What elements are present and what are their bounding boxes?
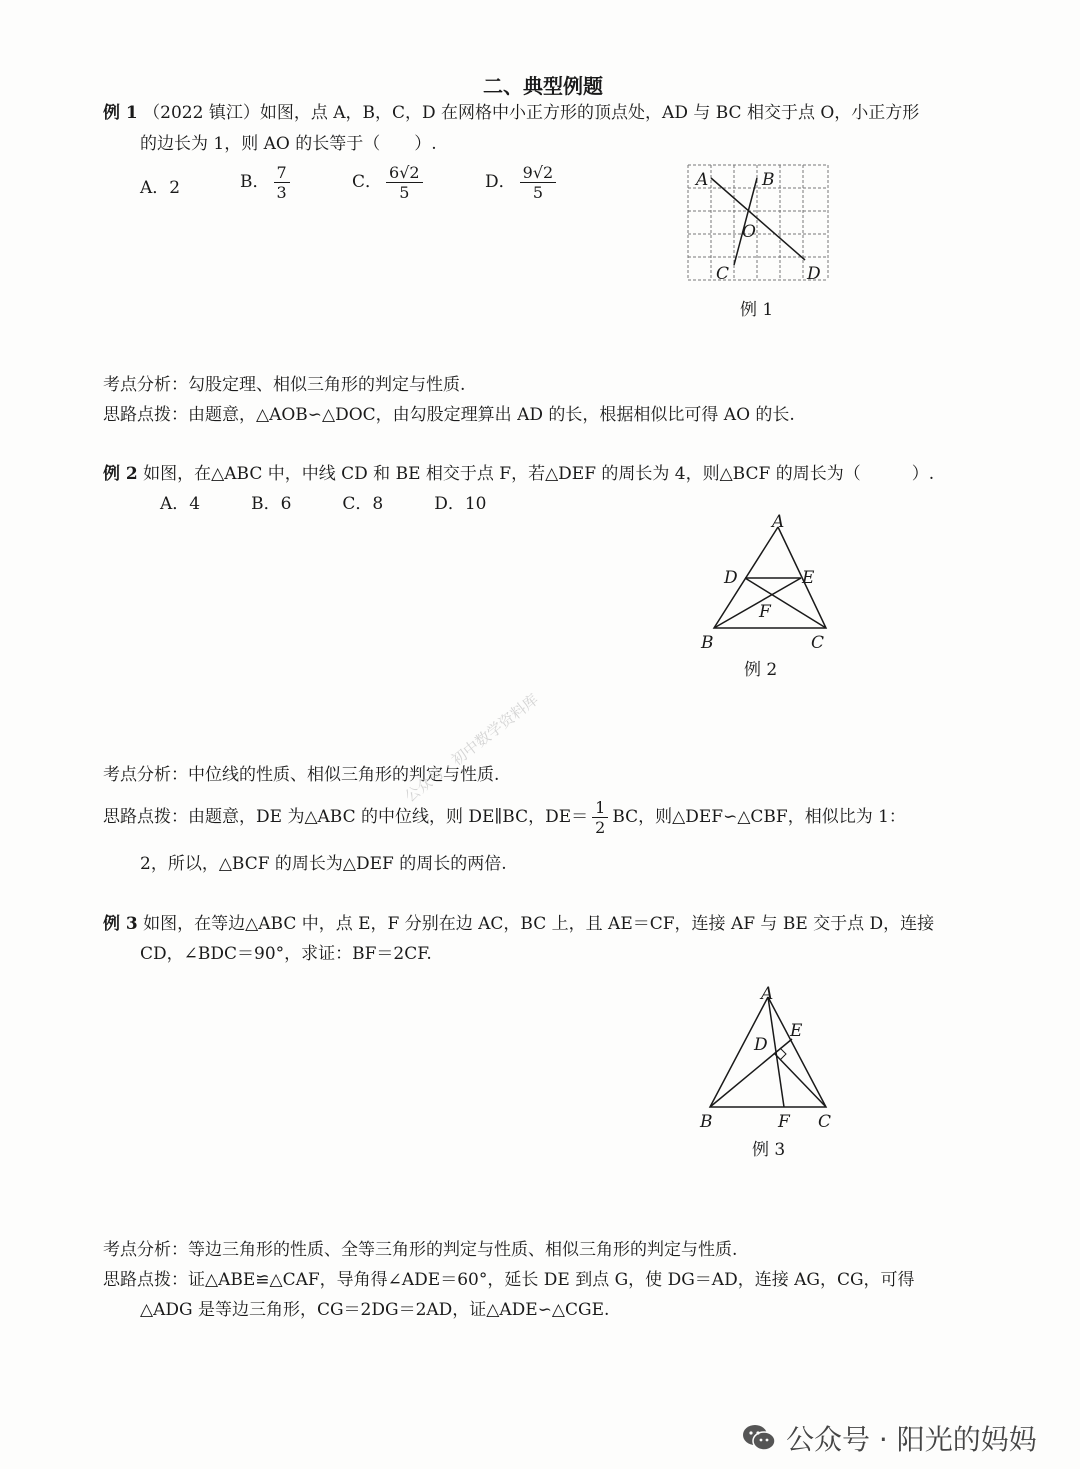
option-b-numerator: 7 bbox=[274, 163, 290, 183]
grid-lines bbox=[688, 165, 828, 280]
example-1-option-c bbox=[352, 163, 427, 202]
option-c-label: C． bbox=[352, 172, 383, 192]
example-3-line-1 bbox=[103, 912, 934, 936]
example-1-text-1: （2022 镇江）如图，点 A，B，C，D 在网格中小正方形的顶点处，AD 与 BC 相交于点 O，小正方形 bbox=[143, 103, 920, 123]
wechat-icon bbox=[742, 1423, 776, 1453]
hint-denominator: 2 bbox=[595, 818, 606, 837]
watermark: 公众号 · 初中数学资料库 bbox=[401, 690, 542, 806]
example-2-figure bbox=[690, 505, 840, 685]
point-a-label: A bbox=[772, 512, 785, 532]
example-3-text-1: 如图，在等边△ABC 中，点 E，F 分别在边 AC，BC 上，且 AE＝CF，连接 AF 与 BE 交于点 D，连接 bbox=[143, 914, 935, 934]
point-d-label: D bbox=[724, 568, 738, 588]
point-c-label: C bbox=[811, 633, 825, 653]
option-c-denominator: 5 bbox=[399, 183, 410, 202]
example-1-option-d bbox=[485, 163, 560, 202]
option-b-fraction bbox=[274, 163, 290, 202]
point-f-label: F bbox=[759, 602, 771, 622]
example-3-figure bbox=[690, 975, 850, 1165]
point-b-label: B bbox=[762, 170, 775, 190]
example-2-hint-b: BC，则△DEF∽△CBF，相似比为 1： bbox=[612, 807, 906, 827]
example-2-analysis: 考点分析：中位线的性质、相似三角形的判定与性质. bbox=[103, 765, 500, 785]
point-f-label: F bbox=[778, 1112, 790, 1132]
example-1-option-b bbox=[240, 163, 294, 202]
figure-3-caption: 例 3 bbox=[752, 1140, 786, 1160]
example-1-analysis: 考点分析：勾股定理、相似三角形的判定与性质. bbox=[103, 375, 466, 395]
section-title: 二、典型例题 bbox=[483, 74, 603, 98]
footer-account-name: 公众号 · 阳光的妈妈 bbox=[786, 1423, 1037, 1456]
point-b-label: B bbox=[701, 633, 714, 653]
example-2-line-1 bbox=[103, 462, 934, 486]
example-1-label: 例 1 bbox=[103, 103, 138, 123]
figure-2-caption: 例 2 bbox=[744, 660, 778, 680]
option-c-fraction bbox=[386, 163, 423, 202]
example-2-options: A．4 B．6 C．8 D．10 bbox=[160, 494, 487, 514]
right-angle-mark bbox=[780, 1048, 786, 1060]
option-d-fraction bbox=[520, 163, 557, 202]
point-a-label: A bbox=[696, 170, 709, 190]
option-b-denominator: 3 bbox=[276, 183, 287, 202]
example-1-line-1 bbox=[103, 101, 919, 125]
example-3-hint-line-2: △ADG 是等边三角形，CG＝2DG＝2AD，证△ADE∽△CGE. bbox=[140, 1300, 610, 1320]
triangle-abc bbox=[710, 997, 826, 1107]
figure-1-caption: 例 1 bbox=[740, 300, 774, 320]
footer bbox=[742, 1418, 1037, 1458]
example-3-analysis: 考点分析：等边三角形的性质、全等三角形的判定与性质、相似三角形的判定与性质. bbox=[103, 1240, 738, 1260]
option-d-label: D． bbox=[485, 172, 516, 192]
option-b-label: B． bbox=[240, 172, 270, 192]
point-e-label: E bbox=[790, 1021, 803, 1041]
point-o-label: O bbox=[742, 222, 756, 242]
example-2-hint-line-1 bbox=[103, 798, 906, 837]
example-1-hint: 思路点拨：由题意，△AOB∽△DOC，由勾股定理算出 AD 的长，根据相似比可得 AO 的长. bbox=[103, 405, 795, 425]
example-3-label: 例 3 bbox=[103, 914, 138, 934]
example-2-hint-line-2: 2，所以，△BCF 的周长为△DEF 的周长的两倍. bbox=[140, 854, 507, 874]
point-d-label: D bbox=[807, 264, 821, 284]
point-c-label: C bbox=[716, 264, 730, 284]
example-2-text-1: 如图，在△ABC 中，中线 CD 和 BE 相交于点 F，若△DEF 的周长为 4，则△BCF 的周长为（ ）. bbox=[143, 464, 935, 484]
segment-ad bbox=[711, 178, 805, 260]
point-c-label: C bbox=[818, 1112, 832, 1132]
option-c-numerator: 6√2 bbox=[386, 163, 423, 183]
point-b-label: B bbox=[700, 1112, 713, 1132]
example-3-line-2: CD，∠BDC＝90°，求证：BF＝2CF. bbox=[140, 944, 432, 964]
example-1-option-a: A．2 bbox=[140, 178, 181, 198]
example-3-hint-line-1: 思路点拨：证△ABE≌△CAF，导角得∠ADE＝60°，延长 DE 到点 G，使 DG＝AD，连接 AG，CG，可得 bbox=[103, 1270, 915, 1290]
segment-cd bbox=[774, 1053, 826, 1107]
point-e-label: E bbox=[802, 568, 815, 588]
example-2-hint-fraction bbox=[592, 798, 608, 837]
hint-numerator: 1 bbox=[592, 798, 608, 818]
example-1-line-2: 的边长为 1，则 AO 的长等于（ ）. bbox=[140, 134, 437, 154]
option-d-denominator: 5 bbox=[532, 183, 544, 202]
example-1-figure bbox=[670, 155, 850, 325]
point-d-label: D bbox=[754, 1035, 768, 1055]
point-a-label: A bbox=[761, 984, 774, 1004]
option-d-numerator: 9√2 bbox=[520, 163, 557, 183]
example-2-hint-a: 思路点拨：由题意，DE 为△ABC 的中位线，则 DE∥BC，DE＝ bbox=[103, 807, 589, 827]
example-2-label: 例 2 bbox=[103, 464, 138, 484]
